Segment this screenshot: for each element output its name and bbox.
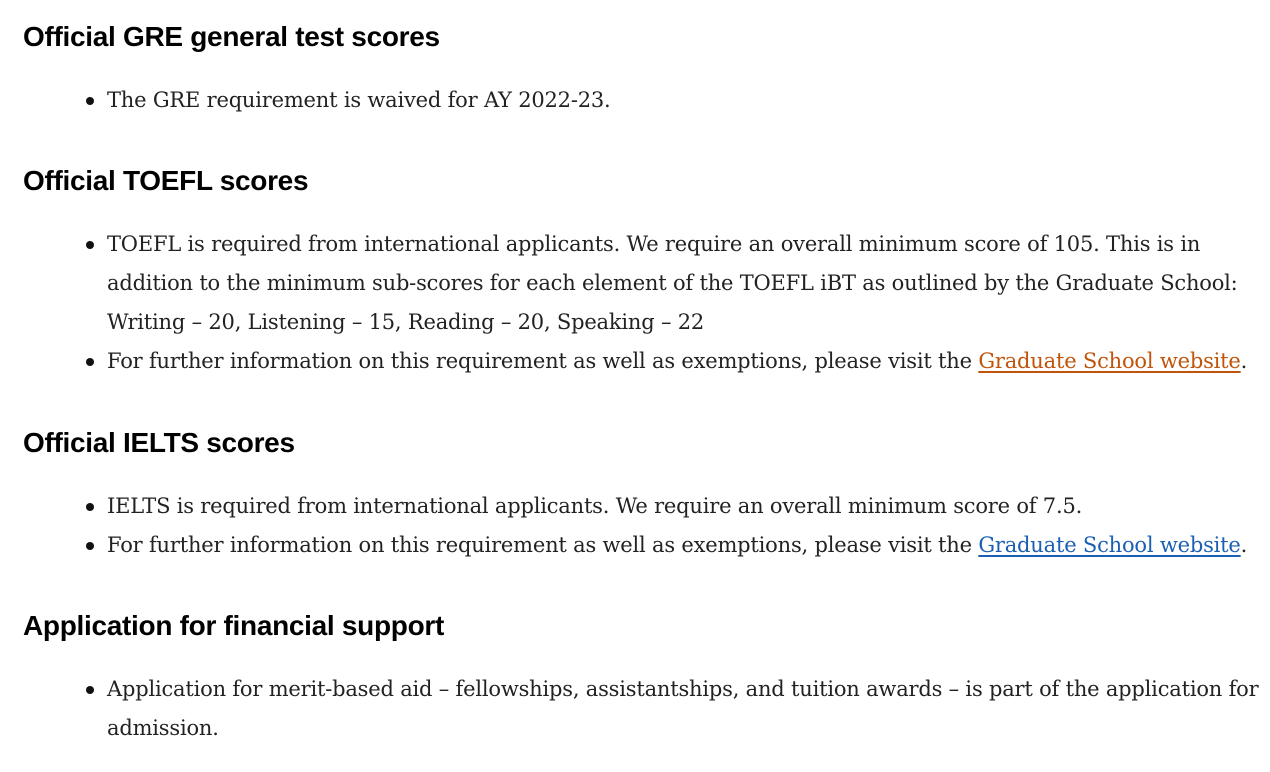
toefl-item-text: TOEFL is required from international applicants. We require an overall minimum score of 105. This is in addition to the minimum sub-scores for each element of the TOEFL iBT as outlined by the Graduate School: Writing – 20, Listening – 15, Reading – 20, Speaking – 22 <box>107 232 1238 334</box>
gre-item-text: The GRE requirement is waived for AY 2022-23. <box>107 88 611 112</box>
bullet-icon <box>86 542 94 550</box>
financial-list <box>23 670 1267 748</box>
ielts-info-prefix: For further information on this requirement as well as exemptions, please visit the <box>107 533 979 557</box>
ielts-graduate-school-link[interactable]: Graduate School website <box>978 533 1241 557</box>
gre-heading: Official GRE general test scores <box>23 21 440 52</box>
toefl-info-suffix: . <box>1240 349 1248 373</box>
toefl-heading: Official TOEFL scores <box>23 165 309 196</box>
ielts-item-text: IELTS is required from international applicants. We require an overall minimum score of 7.5. <box>107 494 1083 518</box>
bullet-icon <box>86 358 94 366</box>
list-item <box>107 81 611 120</box>
toefl-graduate-school-link[interactable]: Graduate School website <box>978 349 1241 373</box>
list-item <box>107 670 1267 748</box>
list-item <box>107 526 1267 565</box>
toefl-list <box>23 225 1267 381</box>
toefl-info-prefix: For further information on this requirement as well as exemptions, please visit the <box>107 349 979 373</box>
bullet-icon <box>86 241 94 249</box>
gre-list <box>23 81 611 120</box>
ielts-heading: Official IELTS scores <box>23 427 295 458</box>
bullet-icon <box>86 686 94 694</box>
ielts-list <box>23 487 1267 565</box>
bullet-icon <box>86 503 94 511</box>
list-item <box>107 225 1267 342</box>
financial-item-text: Application for merit-based aid – fellowships, assistantships, and tuition awards – is part of the application for admission. <box>107 677 1259 740</box>
financial-heading: Application for financial support <box>23 610 444 641</box>
bullet-icon <box>86 97 94 105</box>
ielts-info-suffix: . <box>1240 533 1248 557</box>
list-item <box>107 342 1267 381</box>
list-item <box>107 487 1267 526</box>
